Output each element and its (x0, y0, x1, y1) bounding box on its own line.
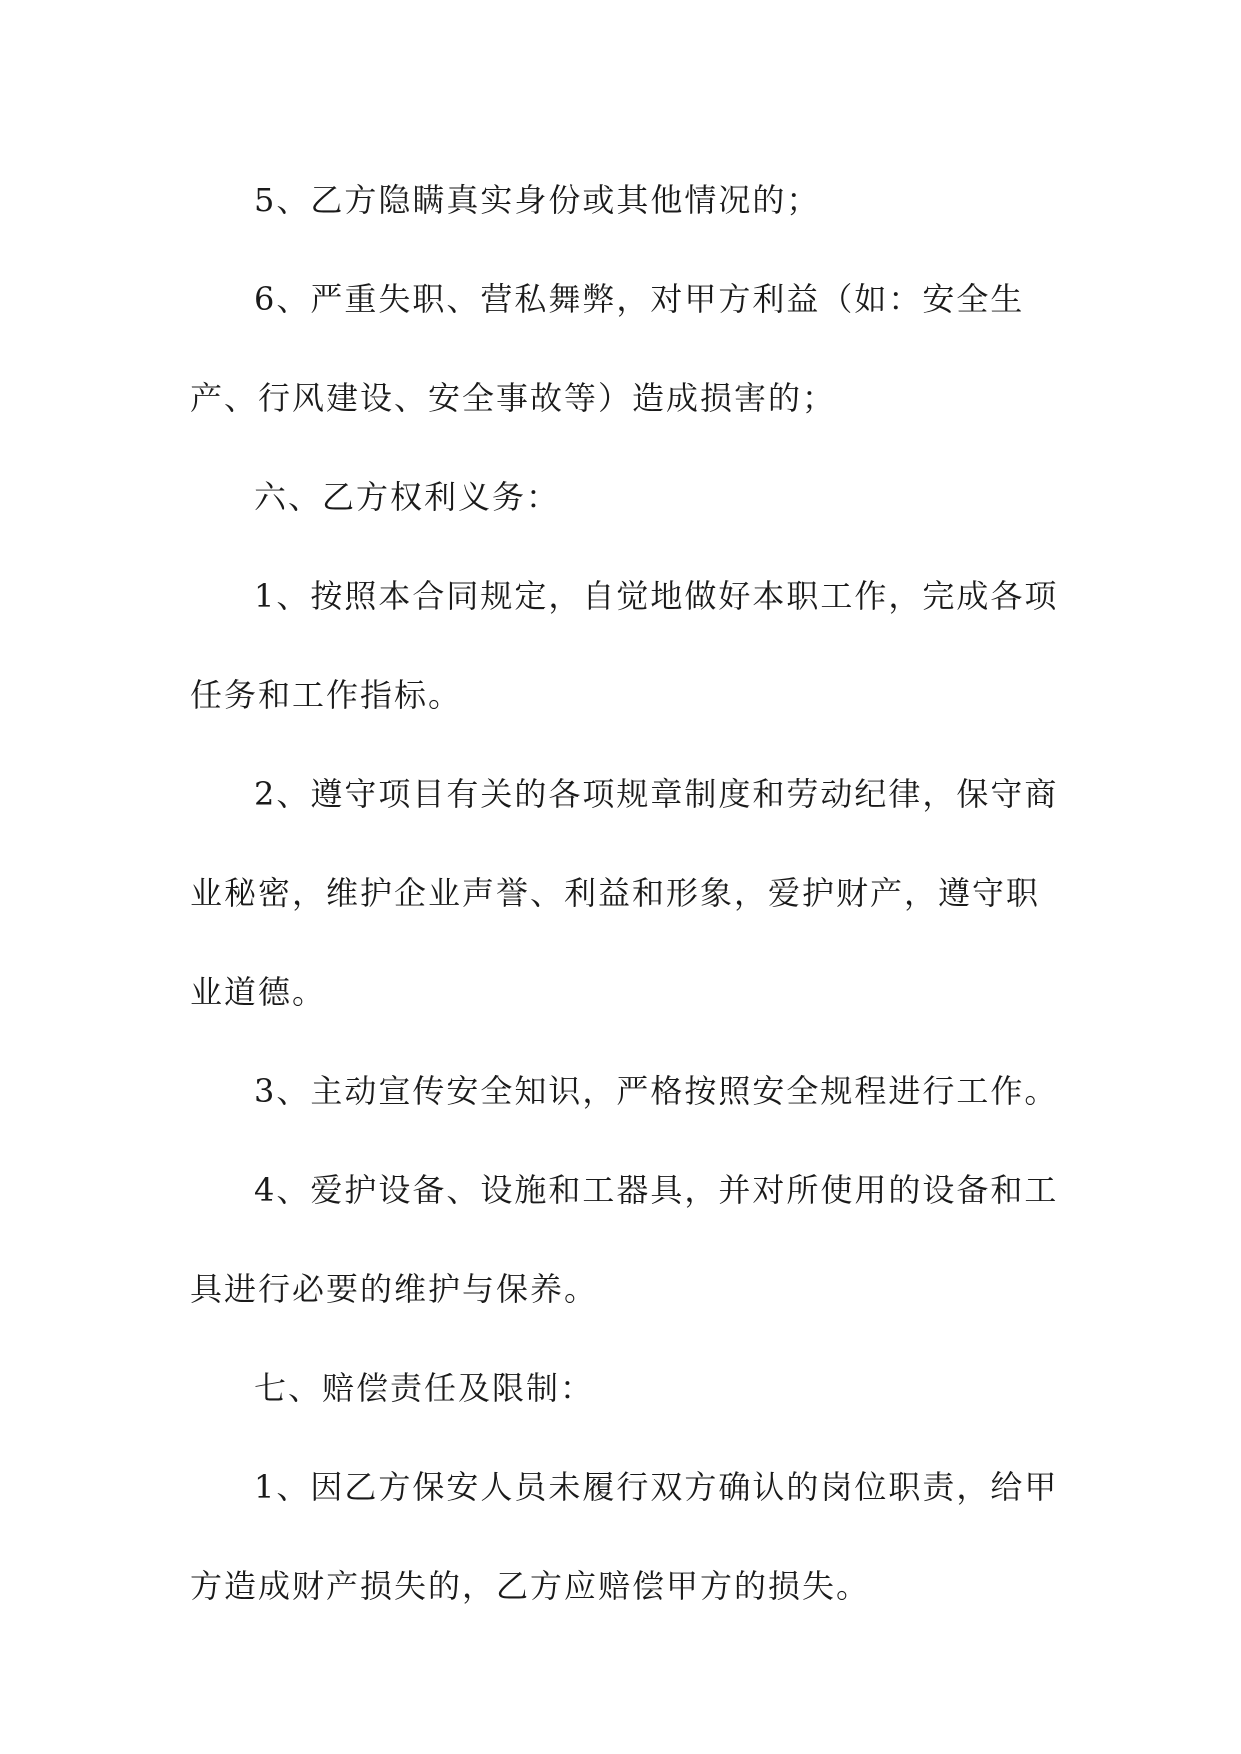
text-line: 5、乙方隐瞒真实身份或其他情况的； (254, 181, 821, 219)
text-line: 1、因乙方保安人员未履行双方确认的岗位职责，给甲 (254, 1468, 1059, 1506)
section-heading: 七、赔偿责任及限制： (254, 1369, 595, 1407)
section-heading: 六、乙方权利义务： (254, 478, 561, 516)
text-line: 业秘密，维护企业声誉、利益和形象，爱护财产，遵守职 (190, 874, 1041, 912)
text-line: 1、按照本合同规定，自觉地做好本职工作，完成各项 (254, 577, 1059, 615)
text-line: 产、行风建设、安全事故等）造成损害的； (190, 379, 837, 417)
text-line: 3、主动宣传安全知识，严格按照安全规程进行工作。 (254, 1072, 1059, 1110)
text-line: 方造成财产损失的，乙方应赔偿甲方的损失。 (190, 1567, 871, 1605)
text-line: 2、遵守项目有关的各项规章制度和劳动纪律，保守商 (254, 775, 1059, 813)
text-line: 具进行必要的维护与保养。 (190, 1270, 599, 1308)
text-line: 任务和工作指标。 (190, 676, 463, 714)
text-line: 业道德。 (190, 973, 327, 1011)
text-line: 6、严重失职、营私舞弊，对甲方利益（如：安全生 (254, 280, 1025, 318)
text-line: 4、爱护设备、设施和工器具，并对所使用的设备和工 (254, 1171, 1059, 1209)
